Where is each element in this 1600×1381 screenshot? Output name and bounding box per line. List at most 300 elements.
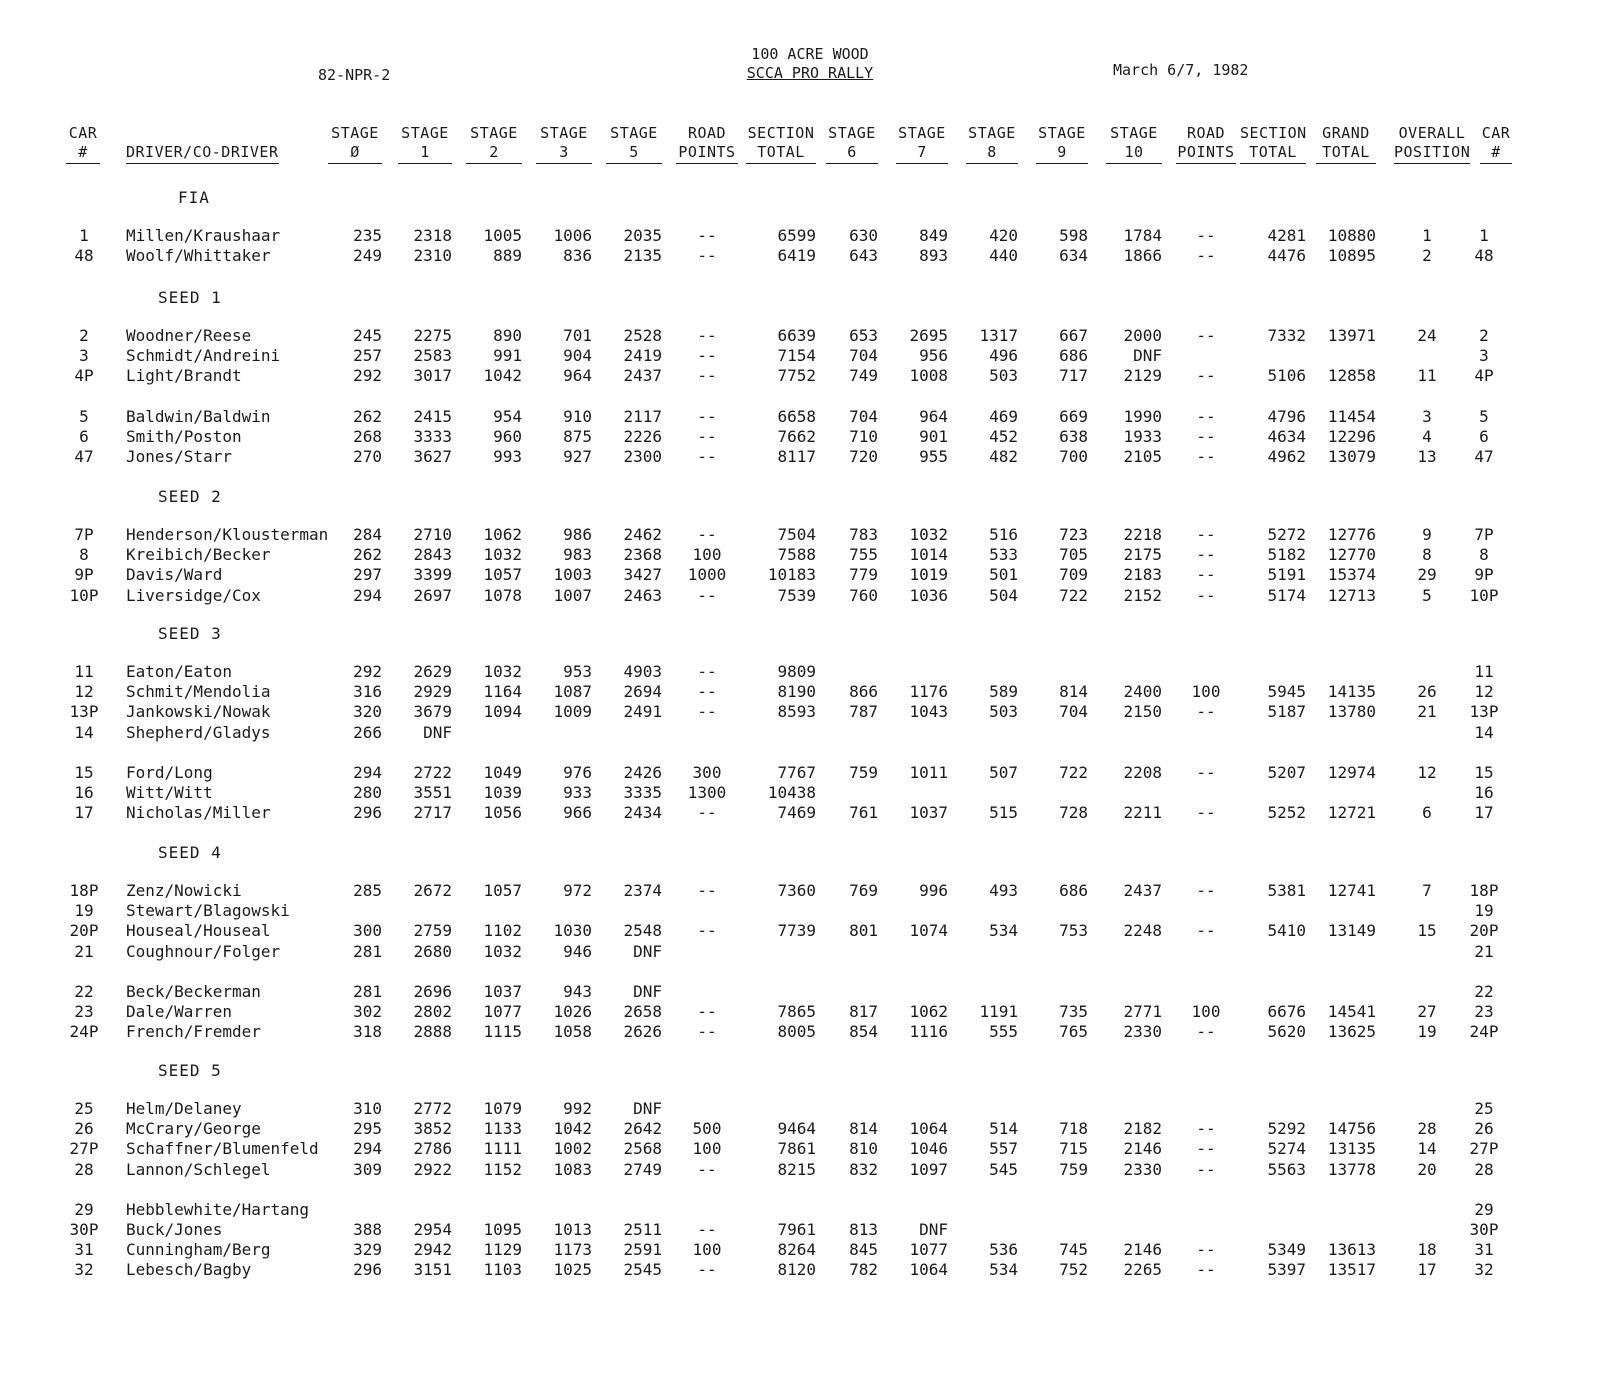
cell-s0: 262 [353,406,382,426]
cell-rp2: -- [1196,447,1216,466]
cell-car: 4P [74,366,94,386]
cell-gt: 12721 [1327,803,1376,823]
cell-op: 19 [1417,1022,1437,1042]
cell-s5: 2548 [623,921,662,941]
cell-s0: 281 [353,981,382,1001]
column-header-line2: 6 [826,143,878,164]
cell-s10: 2771 [1123,1002,1162,1021]
cell-s0: 318 [353,1022,382,1042]
column-header-line1: STAGE [331,124,379,142]
cell-s2: 1111 [483,1139,522,1159]
column-header-car2 [1480,124,1512,164]
column-header-line2: 5 [606,143,662,164]
cell-s7: 1116 [909,1022,948,1042]
cell-s2: 1057 [483,565,522,585]
cell-s7: 955 [919,447,948,466]
cell-s5: 2591 [623,1240,662,1260]
cell-car: 30P [69,1220,99,1239]
cell-rp2: -- [1196,226,1216,245]
cell-s9: 722 [1059,762,1088,782]
cell-s3: 1006 [553,226,592,245]
cell-s3: 986 [563,525,592,544]
cell-car: 26 [74,1119,94,1139]
column-header-driver [126,124,316,164]
cell-s1: 2722 [413,762,452,782]
cell-car: 48 [74,246,94,266]
cell-rp2: -- [1196,1022,1216,1042]
cell-car: 28 [74,1159,94,1179]
column-header-line1: ROAD [687,124,727,142]
cell-s1: 2710 [413,525,452,544]
column-header-line2: 7 [896,143,948,164]
cell-st1: 9809 [777,662,816,681]
cell-car: 16 [74,783,94,802]
cell-rp2: -- [1196,525,1216,544]
cell-s0: 285 [353,881,382,900]
cell-rp2: -- [1196,366,1216,386]
cell-s1: 2310 [413,246,452,266]
cell-s0: 235 [353,226,382,245]
cell-s2: 889 [493,246,522,266]
cell-s2: 1032 [483,662,522,681]
cell-car2: 3 [1479,346,1489,366]
cell-car: 32 [74,1260,94,1280]
cell-gt: 14135 [1327,682,1376,702]
cell-s2: 954 [493,406,522,426]
cell-car: 11 [74,662,94,681]
cell-s1: DNF [423,722,452,742]
cell-s6: 845 [849,1240,878,1260]
cell-car: 18P [69,881,99,900]
cell-st1: 8117 [777,447,816,466]
cell-s6: 787 [849,702,878,722]
cell-car: 25 [74,1099,94,1118]
column-header-st1 [746,124,816,164]
cell-driver: Shepherd/Gladys [126,722,271,742]
cell-s7: 1014 [909,545,948,565]
cell-driver: Schmidt/Andreini [126,346,281,366]
cell-s3: 1007 [553,585,592,605]
cell-s9: 728 [1059,803,1088,823]
cell-car2: 6 [1479,426,1489,446]
cell-s7: 2695 [909,326,948,345]
cell-s7: 956 [919,346,948,366]
cell-s8: 452 [989,426,1018,446]
cell-rp2: -- [1196,762,1216,782]
cell-s8: 516 [989,525,1018,544]
cell-s8: 534 [989,1260,1018,1280]
cell-s0: 281 [353,941,382,961]
cell-st2: 4476 [1267,246,1306,266]
cell-s2: 1115 [483,1022,522,1042]
cell-car2: 22 [1474,981,1494,1001]
cell-s5: DNF [633,941,662,961]
column-header-s5 [606,124,662,164]
cell-s1: 2759 [413,921,452,941]
cell-s8: 503 [989,702,1018,722]
cell-car: 6 [79,426,89,446]
cell-car2: 5 [1479,406,1489,426]
cell-s5: 2300 [623,447,662,466]
cell-s1: 3627 [413,447,452,466]
cell-driver: Witt/Witt [126,783,213,802]
cell-car2: 21 [1474,941,1494,961]
cell-s7: 1077 [909,1240,948,1260]
cell-s3: 1058 [553,1022,592,1042]
cell-s0: 292 [353,662,382,681]
cell-car2: 28 [1474,1159,1494,1179]
cell-s6: 760 [849,585,878,605]
cell-s7: 1008 [909,366,948,386]
cell-rp1: 100 [692,1139,722,1159]
cell-s8: 493 [989,881,1018,900]
cell-s1: 3333 [413,426,452,446]
cell-car2: 15 [1474,762,1494,782]
cell-s1: 2922 [413,1159,452,1179]
cell-driver: Beck/Beckerman [126,981,261,1001]
cell-car2: 9P [1474,565,1494,585]
cell-s5: 2434 [623,803,662,823]
cell-car2: 19 [1474,901,1494,921]
cell-s1: 2318 [413,226,452,245]
cell-s0: 270 [353,447,382,466]
cell-driver: Henderson/Klousterman [126,525,329,544]
cell-s5: DNF [633,981,662,1001]
cell-car2: 16 [1474,783,1494,802]
cell-op: 5 [1422,585,1432,605]
cell-s8: 504 [989,585,1018,605]
cell-car2: 4P [1474,366,1494,386]
cell-driver: Jones/Starr [126,447,232,466]
cell-rp1: -- [697,366,717,386]
cell-rp1: -- [697,1002,717,1021]
cell-driver: Davis/Ward [126,565,223,585]
column-header-line2: TOTAL [1240,143,1306,164]
cell-s10: 1990 [1123,406,1162,426]
cell-st2: 5252 [1267,803,1306,823]
cell-rp1: -- [697,246,717,266]
cell-driver: Nicholas/Miller [126,803,271,823]
cell-op: 1 [1422,226,1432,245]
cell-s6: 704 [849,406,878,426]
column-header-line1: STAGE [828,124,876,142]
cell-op: 17 [1417,1260,1437,1280]
cell-s6: 759 [849,762,878,782]
cell-s7: 1064 [909,1119,948,1139]
cell-st2: 5274 [1267,1139,1306,1159]
cell-st2: 5397 [1267,1260,1306,1280]
cell-s1: 3151 [413,1260,452,1280]
cell-st1: 10183 [767,565,816,585]
column-header-s9 [1036,124,1088,164]
cell-st1: 8190 [777,682,816,702]
cell-s1: 3551 [413,783,452,802]
cell-s10: 2248 [1123,921,1162,941]
column-header-line2: # [66,143,100,164]
cell-car: 3 [79,346,89,366]
cell-s7: 1046 [909,1139,948,1159]
cell-driver: Hebblewhite/Hartang [126,1199,310,1219]
cell-s6: 710 [849,426,878,446]
cell-s7: 1036 [909,585,948,605]
cell-gt: 12776 [1327,525,1376,544]
column-header-line2: # [1480,143,1512,164]
cell-car: 10P [69,585,99,605]
cell-s10: DNF [1133,346,1162,366]
cell-s0: 245 [353,326,382,345]
column-header-s10 [1106,124,1162,164]
cell-s10: 2182 [1123,1119,1162,1139]
column-header-line1: OVERALL [1398,124,1466,142]
cell-s1: 2772 [413,1099,452,1118]
column-header-line2: 8 [966,143,1018,164]
cell-s6: 704 [849,346,878,366]
cell-s1: 2843 [413,545,452,565]
cell-rp1: -- [697,1159,717,1179]
cell-car2: 1 [1479,226,1489,245]
cell-car: 20P [69,921,99,941]
event-name-line1: 100 ACRE WOOD [751,45,869,63]
cell-rp1: -- [697,921,717,941]
column-header-s3 [536,124,592,164]
column-header-line2: Ø [328,143,382,164]
cell-car: 29 [74,1199,94,1219]
section-label: FIA [178,188,210,207]
cell-s6: 779 [849,565,878,585]
cell-car2: 32 [1474,1260,1494,1280]
column-header-line1: STAGE [470,124,518,142]
cell-s10: 2105 [1123,447,1162,466]
column-header-s7 [896,124,948,164]
cell-st1: 7469 [777,803,816,823]
column-header-line2: 9 [1036,143,1088,164]
cell-s1: 2929 [413,682,452,702]
cell-car2: 25 [1474,1099,1494,1118]
cell-st2: 5945 [1267,682,1306,702]
cell-s9: 745 [1059,1240,1088,1260]
cell-s10: 2146 [1123,1139,1162,1159]
cell-s2: 1032 [483,941,522,961]
cell-car2: 20P [1469,921,1499,941]
cell-s9: 752 [1059,1260,1088,1280]
cell-s7: 1032 [909,525,948,544]
cell-s3: 875 [563,426,592,446]
cell-rp2: -- [1196,406,1216,426]
cell-s5: 2462 [623,525,662,544]
cell-s9: 765 [1059,1022,1088,1042]
cell-st2: 5174 [1267,585,1306,605]
cell-s9: 709 [1059,565,1088,585]
section-label: SEED 2 [158,487,222,506]
cell-rp2: -- [1196,246,1216,266]
cell-s5: 2749 [623,1159,662,1179]
cell-driver: Houseal/Houseal [126,921,271,941]
column-header-s1 [398,124,452,164]
cell-s0: 268 [353,426,382,446]
column-header-gt [1316,124,1376,164]
cell-driver: Lebesch/Bagby [126,1260,252,1280]
cell-car2: 31 [1474,1240,1494,1260]
column-header-line1: STAGE [898,124,946,142]
cell-car: 15 [74,762,94,782]
cell-s0: 296 [353,1260,382,1280]
cell-s9: 686 [1059,881,1088,900]
cell-rp2: -- [1196,565,1216,585]
column-header-line1 [126,124,316,143]
cell-s6: 832 [849,1159,878,1179]
column-header-line1: SECTION [1240,124,1307,142]
cell-s10: 2211 [1123,803,1162,823]
cell-s3: 1002 [553,1139,592,1159]
cell-s3: 904 [563,346,592,366]
section-label: SEED 5 [158,1061,222,1080]
cell-s6: 630 [849,226,878,245]
cell-rp1: -- [697,525,717,544]
cell-s3: 1003 [553,565,592,585]
cell-s5: 2035 [623,226,662,245]
column-header-st2 [1240,124,1306,164]
cell-s7: DNF [919,1220,948,1239]
cell-op: 4 [1422,426,1432,446]
cell-gt: 12974 [1327,762,1376,782]
cell-gt: 13135 [1327,1139,1376,1159]
cell-car: 14 [74,722,94,742]
cell-op: 7 [1422,881,1432,900]
column-header-line2: TOTAL [1316,143,1376,164]
cell-s7: 1062 [909,1002,948,1021]
cell-rp2: -- [1196,585,1216,605]
cell-s3: 1026 [553,1002,592,1021]
cell-s10: 2265 [1123,1260,1162,1280]
cell-s9: 669 [1059,406,1088,426]
event-date: March 6/7, 1982 [1113,61,1249,79]
cell-op: 6 [1422,803,1432,823]
cell-rp2: 100 [1191,1002,1221,1021]
cell-s1: 2583 [413,346,452,366]
column-header-line2: 2 [466,143,522,164]
cell-s3: 992 [563,1099,592,1118]
cell-s0: 266 [353,722,382,742]
cell-rp1: -- [697,585,717,605]
cell-rp2: 100 [1191,682,1221,702]
cell-rp1: 1300 [687,783,727,802]
cell-rp1: -- [697,326,717,345]
cell-car2: 11 [1474,662,1494,681]
cell-gt: 15374 [1327,565,1376,585]
cell-s0: 249 [353,246,382,266]
cell-s7: 1176 [909,682,948,702]
column-header-line1: STAGE [401,124,449,142]
cell-s1: 2629 [413,662,452,681]
cell-gt: 12741 [1327,881,1376,900]
cell-s6: 720 [849,447,878,466]
cell-s10: 2175 [1123,545,1162,565]
column-header-s8 [966,124,1018,164]
cell-gt: 12858 [1327,366,1376,386]
cell-car2: 2 [1479,326,1489,345]
cell-gt: 13517 [1327,1260,1376,1280]
column-header-line1: SECTION [747,124,815,142]
cell-st2: 5187 [1267,702,1306,722]
cell-driver: Schmit/Mendolia [126,682,271,702]
cell-rp2: -- [1196,326,1216,345]
cell-gt: 13780 [1327,702,1376,722]
cell-car: 5 [79,406,89,426]
cell-s2: 1078 [483,585,522,605]
cell-rp1: -- [697,406,717,426]
cell-rp2: -- [1196,921,1216,941]
cell-driver: Woolf/Whittaker [126,246,271,266]
cell-s3: 943 [563,981,592,1001]
cell-op: 2 [1422,246,1432,266]
cell-st1: 7752 [777,366,816,386]
cell-s3: 1025 [553,1260,592,1280]
cell-s2: 991 [493,346,522,366]
cell-driver: Baldwin/Baldwin [126,406,271,426]
cell-s7: 893 [919,246,948,266]
cell-rp1: 300 [692,762,722,782]
cell-s6: 810 [849,1139,878,1159]
cell-st1: 7662 [777,426,816,446]
cell-st1: 7588 [777,545,816,565]
cell-s8: 420 [989,226,1018,245]
cell-s8: 534 [989,921,1018,941]
cell-s0: 320 [353,702,382,722]
column-header-car [66,124,100,164]
cell-driver: Coughnour/Folger [126,941,281,961]
cell-s9: 704 [1059,702,1088,722]
cell-st2: 5191 [1267,565,1306,585]
cell-s3: 983 [563,545,592,565]
cell-s9: 722 [1059,585,1088,605]
cell-s3: 946 [563,941,592,961]
cell-rp1: -- [697,346,717,366]
cell-s2: 1049 [483,762,522,782]
cell-s2: 1057 [483,881,522,900]
cell-st2: 5349 [1267,1240,1306,1260]
cell-s0: 310 [353,1099,382,1118]
cell-s0: 295 [353,1119,382,1139]
cell-s1: 2415 [413,406,452,426]
cell-gt: 13625 [1327,1022,1376,1042]
cell-car2: 12 [1474,682,1494,702]
cell-s9: 717 [1059,366,1088,386]
cell-s2: 890 [493,326,522,345]
cell-s2: 1164 [483,682,522,702]
cell-s7: 1043 [909,702,948,722]
cell-s5: 2491 [623,702,662,722]
cell-s2: 1037 [483,981,522,1001]
cell-s9: 753 [1059,921,1088,941]
cell-s9: 715 [1059,1139,1088,1159]
cell-car: 12 [74,682,94,702]
cell-s9: 686 [1059,346,1088,366]
cell-car2: 29 [1474,1199,1494,1219]
cell-s10: 1866 [1123,246,1162,266]
cell-car2: 27P [1469,1139,1499,1159]
cell-rp1: 500 [692,1119,722,1139]
cell-s2: 993 [493,447,522,466]
cell-car: 8 [79,545,89,565]
column-header-line2: DRIVER/CO-DRIVER [126,143,279,164]
cell-gt: 13971 [1327,326,1376,345]
cell-s5: 3427 [623,565,662,585]
cell-st1: 10438 [767,783,816,802]
cell-rp1: -- [697,881,717,900]
cell-st1: 7865 [777,1002,816,1021]
cell-st1: 7360 [777,881,816,900]
column-header-line1: GRAND [1322,124,1370,142]
